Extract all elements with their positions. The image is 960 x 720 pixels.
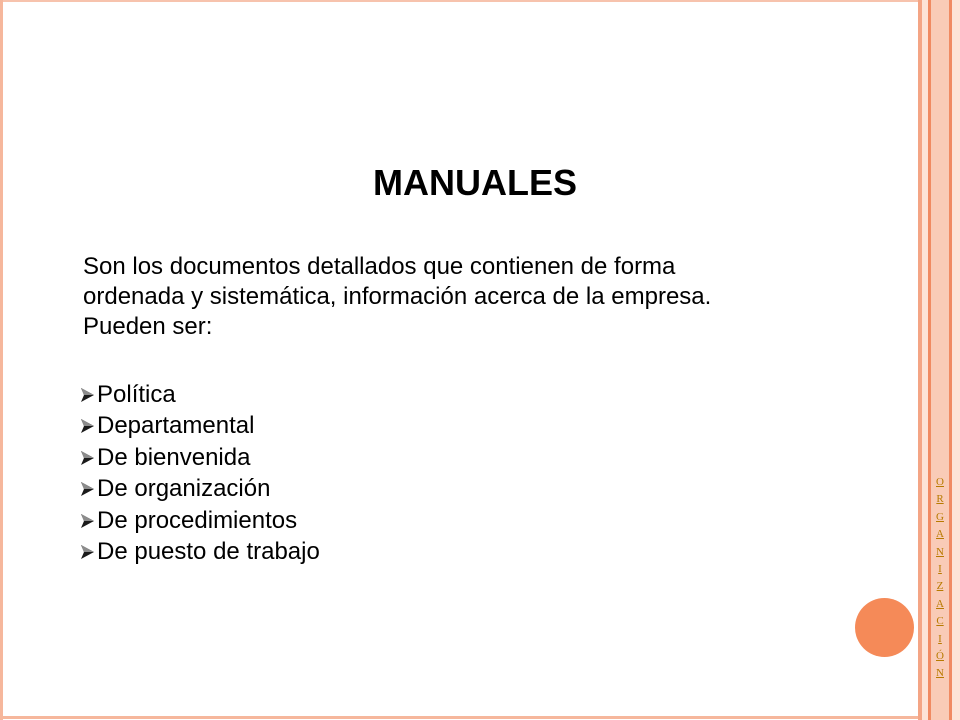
arrow-bullet-icon	[80, 481, 95, 497]
frame-bottom-line	[0, 716, 920, 719]
list-item	[80, 411, 580, 443]
side-letter: A	[936, 597, 944, 610]
list-item	[80, 442, 580, 474]
list-item	[80, 505, 580, 537]
intro-line: Pueden ser:	[83, 313, 213, 340]
side-letter: R	[936, 493, 944, 506]
side-letter: N	[936, 545, 944, 558]
side-stripe	[952, 0, 960, 720]
vertical-section-label	[932, 474, 948, 683]
slide-title: MANUALES	[373, 162, 577, 203]
arrow-bullet-icon	[80, 513, 95, 529]
list-item	[80, 537, 580, 569]
side-letter: N	[936, 667, 944, 680]
side-letter: I	[938, 632, 942, 645]
side-letter: C	[936, 615, 944, 628]
list-item	[80, 474, 580, 506]
arrow-bullet-icon	[80, 544, 95, 560]
side-letter: Z	[936, 580, 944, 593]
intro-paragraph	[83, 252, 863, 342]
frame-top-line	[0, 0, 960, 2]
arrow-bullet-icon	[80, 387, 95, 403]
arrow-bullet-icon	[80, 418, 95, 434]
bullet-list	[80, 379, 580, 568]
bullet-text: De puesto de trabajo	[97, 538, 320, 566]
bullet-text: De organización	[97, 475, 271, 503]
side-letter: G	[936, 510, 944, 523]
intro-line: Son los documentos detallados que contienen de forma	[83, 253, 676, 280]
side-letter: O	[936, 476, 944, 488]
list-item	[80, 379, 580, 411]
side-letter: A	[936, 528, 944, 541]
bullet-text: Departamental	[97, 412, 255, 440]
intro-line: ordenada y sistemática, información acerca de la empresa.	[83, 283, 712, 310]
decorative-circle	[855, 598, 914, 657]
frame-left-line	[0, 0, 3, 720]
side-letter: I	[938, 563, 942, 576]
bullet-text: De bienvenida	[97, 443, 251, 471]
bullet-text: De procedimientos	[97, 506, 298, 534]
arrow-bullet-icon	[80, 450, 95, 466]
bullet-text: Política	[97, 380, 176, 408]
side-letter: Ó	[936, 650, 944, 663]
